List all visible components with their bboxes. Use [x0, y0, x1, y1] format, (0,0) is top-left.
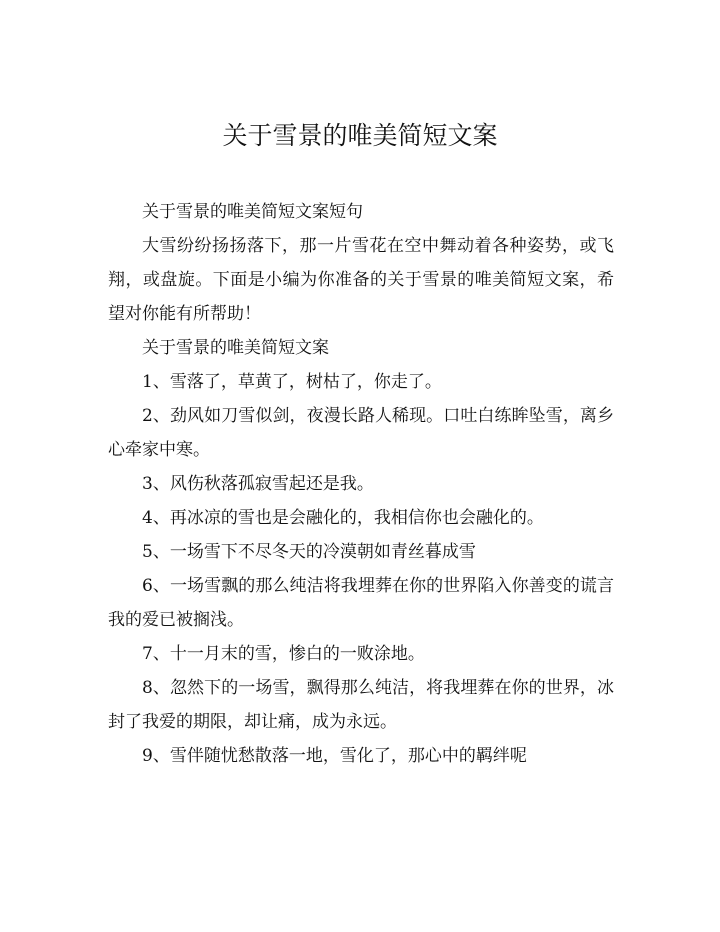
paragraph: 4、再冰凉的雪也是会融化的，我相信你也会融化的。	[142, 508, 544, 528]
paragraph: 7、十一月末的雪，惨白的一败涂地。	[142, 644, 425, 664]
paragraph: 3、风伤秋落孤寂雪起还是我。	[142, 474, 374, 494]
paragraph: 关于雪景的唯美简短文案	[142, 338, 329, 358]
paragraph: 9、雪伴随忧愁散落一地，雪化了，那心中的羁绊呢	[142, 746, 527, 766]
paragraph: 6、一场雪飘的那么纯洁将我埋葬在你的世界陷入你善变的谎言我的爱已被搁浅。	[108, 576, 614, 630]
paragraph: 关于雪景的唯美简短文案短句	[142, 202, 363, 222]
document-body	[108, 195, 614, 773]
paragraph: 大雪纷纷扬扬落下，那一片雪花在空中舞动着各种姿势，或飞翔，或盘旋。下面是小编为你准备的关于雪景的唯美简短文案，希望对你能有所帮助！	[108, 236, 614, 324]
document-title: 关于雪景的唯美简短文案	[222, 121, 498, 150]
paragraph: 5、一场雪下不尽冬天的冷漠朝如青丝暮成雪	[142, 542, 476, 562]
paragraph: 8、忽然下的一场雪，飘得那么纯洁，将我埋葬在你的世界，冰封了我爱的期限，却让痛，成为永远。	[108, 678, 614, 732]
paragraph: 2、劲风如刀雪似剑，夜漫长路人稀现。口吐白练眸坠雪，离乡心牵家中寒。	[108, 406, 614, 460]
paragraph: 1、雪落了，草黄了，树枯了，你走了。	[142, 372, 442, 392]
